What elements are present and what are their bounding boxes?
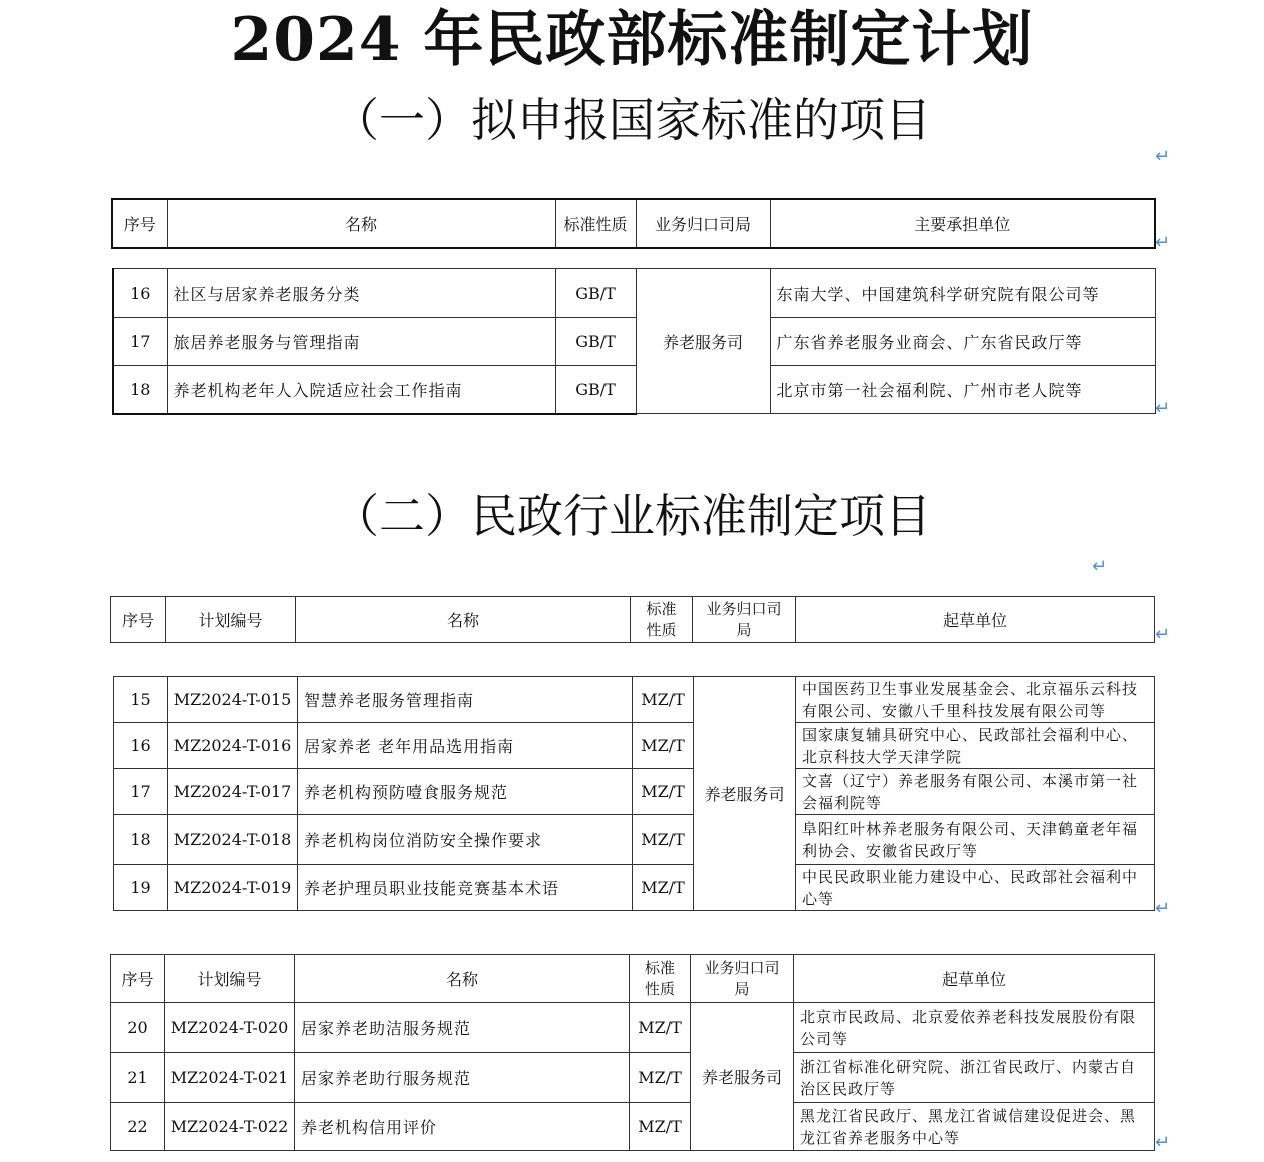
table-row	[111, 1003, 1155, 1053]
page-title: 2024 年民政部标准制定计划	[230, 5, 1034, 75]
cell-no: 22	[111, 1103, 165, 1151]
section3-table	[110, 954, 1155, 1151]
cell-type: MZ/T	[630, 1103, 691, 1151]
cell-no: 19	[114, 865, 168, 911]
cell-unit: 阜阳红叶林养老服务有限公司、天津鹤童老年福利协会、安徽省民政厅等	[796, 815, 1155, 865]
cell-unit: 东南大学、中国建筑科学研究院有限公司等	[770, 269, 1155, 318]
cell-code: MZ2024-T-017	[168, 769, 298, 815]
cell-type: MZ/T	[633, 815, 694, 865]
section1-header-table	[111, 198, 1156, 249]
table-row	[111, 1103, 1155, 1151]
cell-unit: 国家康复辅具研究中心、民政部社会福利中心、北京科技大学天津学院	[796, 723, 1155, 769]
header-no: 序号	[112, 199, 167, 248]
cell-department: 养老服务司	[694, 677, 796, 911]
header-department: 业务归口司局	[693, 597, 796, 643]
cell-type: GB/T	[555, 366, 636, 414]
cell-name: 养老机构老年人入院适应社会工作指南	[167, 366, 555, 414]
cell-name: 社区与居家养老服务分类	[167, 269, 555, 318]
header-type: 标准性质	[555, 199, 636, 248]
cell-type: MZ/T	[633, 723, 694, 769]
header-name: 名称	[296, 597, 631, 643]
paragraph-mark: ↵	[1155, 232, 1171, 253]
table-row	[114, 865, 1155, 911]
table-row	[114, 677, 1155, 723]
cell-unit: 浙江省标准化研究院、浙江省民政厅、内蒙古自治区民政厅等	[794, 1053, 1155, 1103]
cell-unit: 北京市第一社会福利院、广州市老人院等	[770, 366, 1155, 414]
cell-no: 21	[111, 1053, 165, 1103]
cell-type: GB/T	[555, 269, 636, 318]
cell-name: 养老护理员职业技能竞赛基本术语	[298, 865, 633, 911]
cell-code: MZ2024-T-018	[168, 815, 298, 865]
table-row	[113, 269, 1155, 318]
cell-no: 16	[113, 269, 167, 318]
section2-table	[113, 676, 1155, 911]
section2-title: （二）民政行业标准制定项目	[333, 489, 931, 543]
cell-unit: 文喜（辽宁）养老服务有限公司、本溪市第一社会福利院等	[796, 769, 1155, 815]
cell-no: 16	[114, 723, 168, 769]
section1-table	[112, 268, 1156, 415]
section2-header-table	[110, 596, 1155, 643]
cell-code: MZ2024-T-022	[165, 1103, 295, 1151]
header-no: 序号	[111, 955, 165, 1003]
header-unit: 起草单位	[794, 955, 1155, 1003]
cell-code: MZ2024-T-019	[168, 865, 298, 911]
paragraph-mark: ↵	[1155, 624, 1171, 645]
cell-name: 养老机构信用评价	[295, 1103, 630, 1151]
cell-name: 养老机构预防噎食服务规范	[298, 769, 633, 815]
table-row	[111, 1053, 1155, 1103]
cell-name: 旅居养老服务与管理指南	[167, 318, 555, 366]
cell-name: 居家养老 老年用品选用指南	[298, 723, 633, 769]
cell-unit: 广东省养老服务业商会、广东省民政厅等	[770, 318, 1155, 366]
paragraph-mark: ↵	[1155, 146, 1171, 167]
cell-code: MZ2024-T-020	[165, 1003, 295, 1053]
paragraph-mark: ↵	[1155, 398, 1171, 419]
table-row	[114, 815, 1155, 865]
paragraph-mark: ↵	[1092, 556, 1108, 577]
header-no: 序号	[111, 597, 166, 643]
cell-unit: 中国医药卫生事业发展基金会、北京福乐云科技有限公司、安徽八千里科技发展有限公司等	[796, 677, 1155, 723]
header-department: 业务归口司局	[636, 199, 770, 248]
header-department: 业务归口司局	[691, 955, 794, 1003]
header-code: 计划编号	[166, 597, 296, 643]
cell-type: MZ/T	[630, 1053, 691, 1103]
cell-name: 养老机构岗位消防安全操作要求	[298, 815, 633, 865]
cell-type: MZ/T	[633, 769, 694, 815]
header-name: 名称	[295, 955, 630, 1003]
cell-type: MZ/T	[633, 865, 694, 911]
cell-type: MZ/T	[633, 677, 694, 723]
paragraph-mark: ↵	[1155, 1132, 1171, 1153]
header-unit: 主要承担单位	[770, 199, 1155, 248]
cell-name: 智慧养老服务管理指南	[298, 677, 633, 723]
cell-name: 居家养老助洁服务规范	[295, 1003, 630, 1053]
section1-title: （一）拟申报国家标准的项目	[333, 93, 931, 147]
table-row	[113, 318, 1155, 366]
cell-unit: 北京市民政局、北京爱依养老科技发展股份有限公司等	[794, 1003, 1155, 1053]
cell-code: MZ2024-T-016	[168, 723, 298, 769]
header-type: 标准性质	[631, 597, 693, 643]
header-unit: 起草单位	[796, 597, 1155, 643]
header-type: 标准性质	[630, 955, 691, 1003]
cell-type: GB/T	[555, 318, 636, 366]
cell-unit: 中民民政职业能力建设中心、民政部社会福利中心等	[796, 865, 1155, 911]
cell-code: MZ2024-T-021	[165, 1053, 295, 1103]
cell-department: 养老服务司	[691, 1003, 794, 1151]
header-code: 计划编号	[165, 955, 295, 1003]
cell-department: 养老服务司	[636, 269, 770, 414]
table-row	[113, 366, 1155, 414]
cell-unit: 黑龙江省民政厅、黑龙江省诚信建设促进会、黑龙江省养老服务中心等	[794, 1103, 1155, 1151]
table-row	[114, 723, 1155, 769]
table-row	[114, 769, 1155, 815]
header-name: 名称	[167, 199, 555, 248]
paragraph-mark: ↵	[1155, 898, 1171, 919]
cell-no: 18	[113, 366, 167, 414]
cell-no: 17	[114, 769, 168, 815]
cell-code: MZ2024-T-015	[168, 677, 298, 723]
cell-no: 17	[113, 318, 167, 366]
cell-no: 15	[114, 677, 168, 723]
cell-type: MZ/T	[630, 1003, 691, 1053]
cell-name: 居家养老助行服务规范	[295, 1053, 630, 1103]
cell-no: 20	[111, 1003, 165, 1053]
cell-no: 18	[114, 815, 168, 865]
